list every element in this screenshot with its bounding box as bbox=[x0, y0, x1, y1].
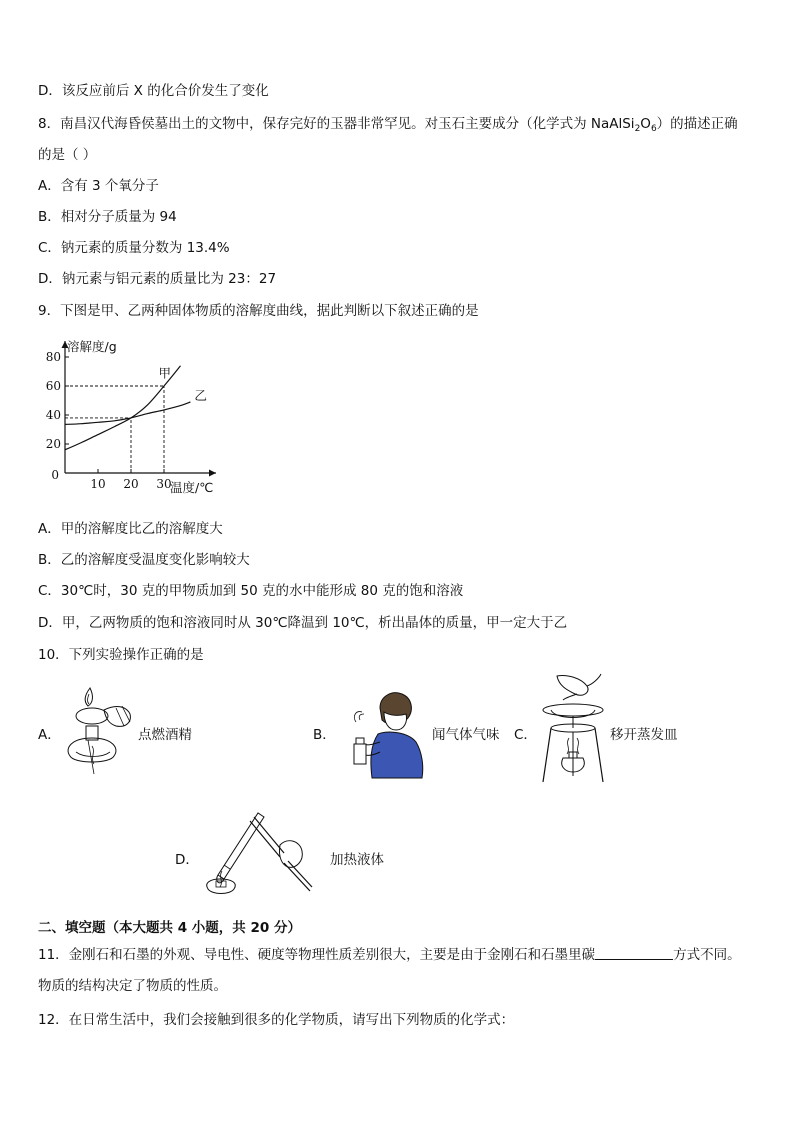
y-axis-label: 溶解度/g bbox=[67, 339, 117, 354]
q10-stem: 10．下列实验操作正确的是 bbox=[38, 647, 204, 663]
q11-answer-blank[interactable] bbox=[595, 947, 673, 960]
q8-stem-part2: ）的描述正确 bbox=[656, 116, 738, 132]
q11-text-part2: 方式不同。 bbox=[673, 947, 741, 963]
q10-option-d-letter: D． bbox=[175, 852, 199, 868]
q10-option-d-caption: 加热液体 bbox=[330, 852, 384, 868]
smelling-gas-illustration bbox=[342, 686, 428, 781]
q9-option-a: A．甲的溶解度比乙的溶解度大 bbox=[38, 521, 223, 537]
x-tick-label: 30 bbox=[156, 477, 172, 491]
q10-option-b-caption: 闻气体气味 bbox=[432, 727, 500, 743]
q8-oxygen: O bbox=[640, 116, 651, 132]
y-tick-label: 20 bbox=[45, 437, 61, 451]
q11-text bbox=[38, 946, 741, 964]
series-label-1: 甲 bbox=[158, 365, 172, 381]
q11-text-continued: 物质的结构决定了物质的性质。 bbox=[38, 978, 227, 994]
q8-option-d: D．钠元素与铝元素的质量比为 23：27 bbox=[38, 271, 277, 287]
alcohol-lamp-lighting-illustration bbox=[60, 686, 150, 781]
x-tick-label: 10 bbox=[90, 477, 106, 491]
x-tick-label: 20 bbox=[123, 477, 139, 491]
q12-text: 12．在日常生活中，我们会接触到很多的化学物质，请写出下列物质的化学式： bbox=[38, 1012, 515, 1028]
q11-text-part1: 11．金刚石和石墨的外观、导电性、硬度等物理性质差别很大，主要是由于金刚石和石墨里碳 bbox=[38, 947, 596, 963]
q10-option-b-letter: B． bbox=[313, 727, 336, 743]
q10-option-a-caption: 点燃酒精 bbox=[138, 727, 192, 743]
q9-option-c: C．30℃时，30 克的甲物质加到 50 克的水中能形成 80 克的饱和溶液 bbox=[38, 583, 464, 599]
q8-stem-part1: 8．南昌汉代海昏侯墓出土的文物中，保存完好的玉器非常罕见。对玉石主要成分（化学式为 NaAlSi bbox=[38, 116, 635, 132]
heating-liquid-illustration bbox=[200, 807, 315, 897]
q10-option-c-letter: C． bbox=[514, 727, 537, 743]
q8-option-a: A．含有 3 个氧分子 bbox=[38, 178, 159, 194]
x-axis-label: 温度/℃ bbox=[170, 480, 214, 495]
q9-option-d: D．甲，乙两物质的饱和溶液同时从 30℃降温到 10℃，析出晶体的质量，甲一定大于乙 bbox=[38, 615, 568, 631]
q9-option-b: B．乙的溶解度受温度变化影响较大 bbox=[38, 552, 250, 568]
series-label-2: 乙 bbox=[194, 387, 207, 403]
q9-stem: 9．下图是甲、乙两种固体物质的溶解度曲线，据此判断以下叙述正确的是 bbox=[38, 303, 479, 319]
evaporating-dish-illustration bbox=[537, 672, 609, 787]
y-tick-label: 60 bbox=[45, 379, 61, 393]
y-tick-label: 80 bbox=[45, 350, 61, 364]
q8-stem bbox=[38, 115, 738, 138]
q8-option-b: B．相对分子质量为 94 bbox=[38, 209, 177, 225]
q10-option-c-caption: 移开蒸发皿 bbox=[610, 727, 678, 743]
q10-option-a-letter: A． bbox=[38, 727, 61, 743]
origin-label: 0 bbox=[51, 468, 59, 482]
section-2-title: 二、填空题（本大题共 4 小题，共 20 分） bbox=[38, 920, 301, 936]
q8-stem-continued: 的是（ ） bbox=[38, 147, 97, 163]
q8-option-c: C．钠元素的质量分数为 13.4% bbox=[38, 240, 230, 256]
y-tick-label: 40 bbox=[45, 408, 61, 422]
q8-subscript-si: 2 bbox=[634, 124, 641, 134]
series-curve-2 bbox=[65, 402, 190, 424]
q7-option-d: D．该反应前后 X 的化合价发生了变化 bbox=[38, 83, 269, 99]
q8-subscript-o: 6 bbox=[650, 124, 657, 134]
solubility-chart bbox=[40, 335, 240, 500]
